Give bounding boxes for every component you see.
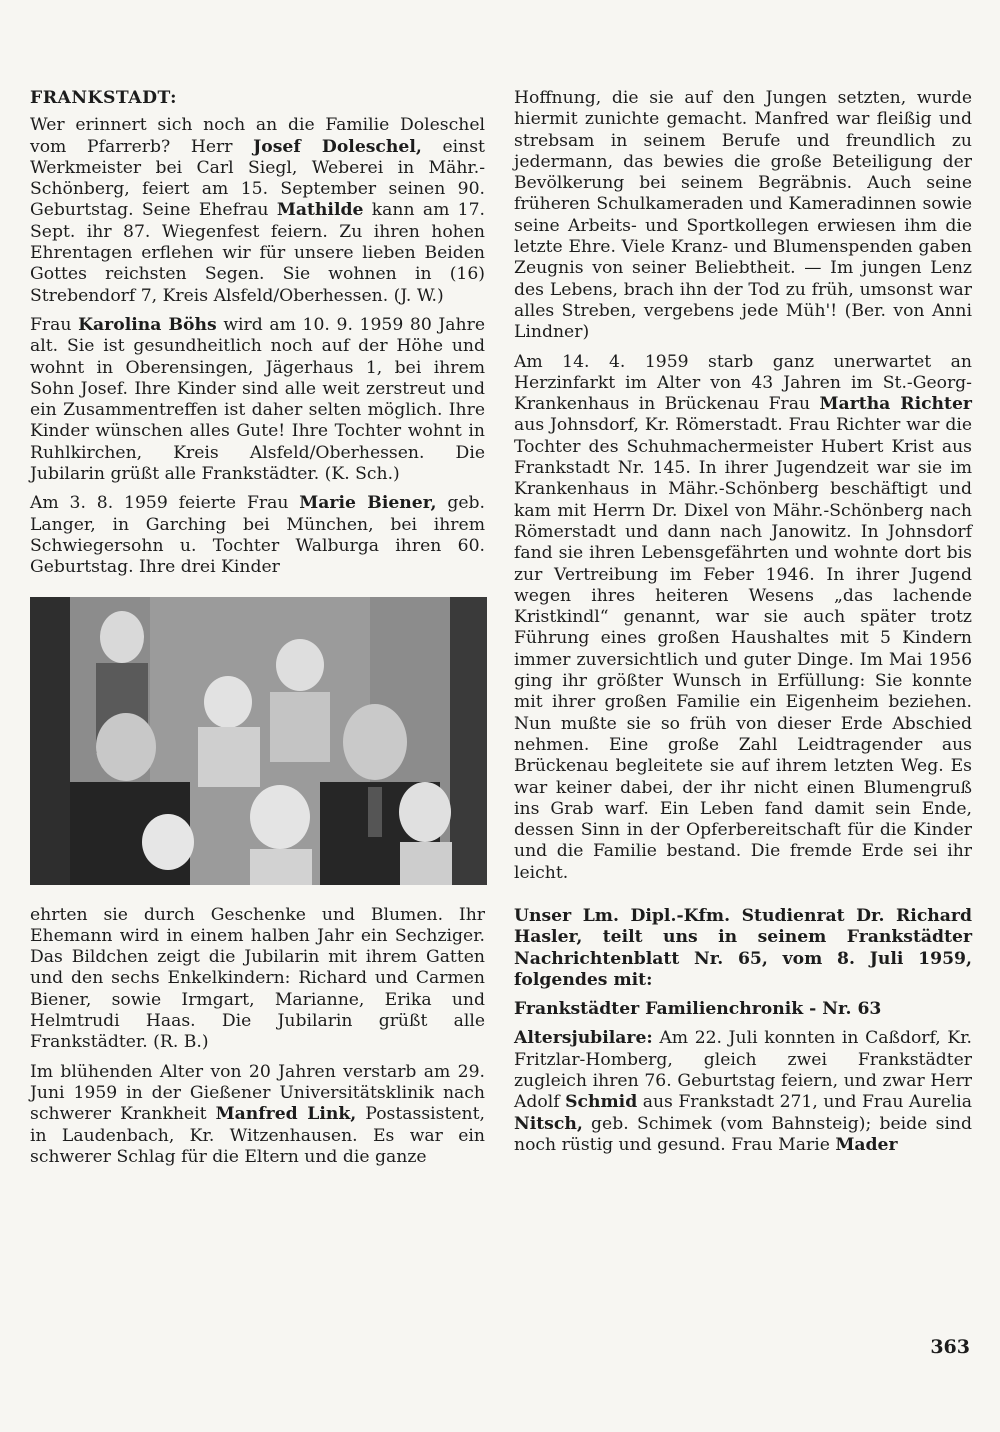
- section-heading: FRANKSTADT:: [30, 88, 177, 108]
- name-manfred-link: Manfred Link,: [215, 1104, 357, 1125]
- name-karolina-boehs: Karolina Böhs: [78, 314, 217, 335]
- text: Wer erinnert sich noch an die Familie Doleschel vom Pfarrerb? Herr: [30, 115, 485, 157]
- name-josef-doleschel: Josef Doleschel,: [253, 136, 422, 157]
- left-column: [30, 88, 485, 1176]
- article-altersjubilare: [514, 1028, 972, 1156]
- text: Am 14. 4. 1959 starb ganz unerwartet an Herzinfarkt im Alter von 43 Jahren im St.-Georg-Krankenhaus in Brückenau Frau: [514, 351, 972, 415]
- article-link: [30, 1062, 485, 1168]
- family-photo: [30, 597, 487, 885]
- article-richter: [514, 352, 972, 884]
- article-doleschel: [30, 115, 485, 307]
- chronicle-title: Frankstädter Familienchronik - Nr. 63: [514, 999, 882, 1020]
- article-biener-continued: ehrten sie durch Geschenke und Blumen. Ihr Ehemann wird in einem halben Jahr ein Sechziger. Das Bildchen zeigt die Jubilarin mit ihrem Gatten und den sechs Enkelkindern: Richard und Carmen Biener, sowie Irmgart, Marianne, Erika und Helmtrudi Haas. Die Jubilarin grüßt alle Frankstädter. (R. B.): [30, 904, 485, 1053]
- text: aus Frankstadt 271, und Frau Aurelia: [637, 1092, 972, 1113]
- text: Am 22. Juli konnten in Caßdorf, Kr. Fritzlar-Homberg, gleich zwei Frankstädter zugleich ihren 76. Geburtstag feiern, und zwar Herr Adolf: [514, 1028, 972, 1113]
- text: Am 3. 8. 1959 feierte Frau: [30, 493, 300, 514]
- article-link-continued: Hoffnung, die sie auf den Jungen setzten, wurde hiermit zunichte gemacht. Manfred war fleißig und strebsam in seinem Berufe und freundlich zu jedermann, das bewies die große Beteiligung der Bevölkerung bei seinem Begräbnis. Auch seine früheren Schulkameraden und Kameradinnen sowie seine Arbeits- und Sportkollegen erwiesen ihm die letzte Ehre. Viele Kranz- und Blumenspenden gaben Zeugnis von seiner Beliebtheit. — Im jungen Lenz des Lebens, brach ihn der Tod zu früh, umsonst war alles Streben, vergebens jede Müh'! (Ber. von Anni Lindner): [514, 88, 972, 343]
- name-mader: Mader: [835, 1134, 898, 1155]
- label-altersjubilare: Altersjubilare:: [514, 1028, 653, 1049]
- page-number: 363: [930, 1336, 970, 1358]
- text: wird am 10. 9. 1959 80 Jahre alt. Sie ist gesundheitlich noch auf der Höhe und wohnt in Oberensingen, Jägerhaus 1, bei ihrem Sohn Josef. Ihre Kinder sind alle weit zerstreut und ein Zusammentreffen ist daher selten möglich. Ihre Kinder wünschen alles Gute! Ihre Tochter wohnt in Ruhlkirchen, Kreis Alsfeld/Oberhessen. Die Jubilarin grüßt alle Frankstädter. (K. Sch.): [30, 314, 486, 485]
- text: Postassistent, in Laudenbach, Kr. Witzenhausen. Es war ein schwerer Schlag für die Eltern und die ganze: [30, 1104, 485, 1167]
- name-nitsch: Nitsch,: [514, 1113, 583, 1134]
- hasler-notice: Unser Lm. Dipl.-Kfm. Studienrat Dr. Richard Hasler, teilt uns in seinem Frankstädter Nachrichtenblatt Nr. 65, vom 8. Juli 1959, folgendes mit:: [514, 905, 972, 990]
- name-marie-biener: Marie Biener,: [299, 493, 437, 514]
- family-photo-drawing: [30, 597, 487, 885]
- text: aus Johnsdorf, Kr. Römerstadt. Frau Richter war die Tochter des Schuhmachermeister Hubert Krist aus Frankstadt Nr. 145. In ihrer Jugendzeit war sie im Krankenhaus in Mähr.-Schönberg beschäftigt und kam mit Herrn Dr. Dixel von Mähr.-Schönberg nach Römerstadt und dann nach Janowitz. In Johnsdorf fand sie ihren Lebensgefährten und wohnte dort bis zur Vertreibung im Feber 1946. In ihrer Jugend wegen ihres heiteren Wesens „das lachende Kristkindl“ genannt, war sie auch später trotz Führung eines großen Haushaltes mit 5 Kindern immer zuversichtlich und guter Dinge. Im Mai 1956 ging ihr größter Wunsch in Erfüllung: Sie konnte mit ihrer großen Familie ein Eigenheim beziehen. Nun mußte sie so früh von dieser Erde Abschied nehmen. Eine große Zahl Leidtragender aus Brückenau begleitete sie auf ihrem letzten Weg. Es war keiner dabei, der ihr nicht einen Blumengruß ins Grab warf. Ein Leben fand damit sein Ende, dessen Sinn in der Opferbereitschaft für die Kinder und die Familie bestand. Die fremde Erde sei ihr leicht.: [514, 415, 972, 883]
- text: Im blühenden Alter von 20 Jahren verstarb am 29. Juni 1959 in der Gießener Universitätsklinik nach schwerer Krankheit: [30, 1061, 485, 1125]
- name-martha-richter: Martha Richter: [819, 394, 972, 415]
- text: geb. Schimek (vom Bahnsteig); beide sind noch rüstig und gesund. Frau Marie: [514, 1113, 972, 1155]
- text: geb. Langer, in Garching bei München, bei ihrem Schwiegersohn u. Tochter Walburga ihren 60. Geburtstag. Ihre drei Kinder: [30, 493, 485, 578]
- right-column: [514, 88, 972, 1164]
- name-mathilde: Mathilde: [276, 200, 364, 221]
- text: einst Werkmeister bei Carl Siegl, Weberei in Mähr.-Schönberg, feiert am 15. September seinen 90. Geburtstag. Seine Ehefrau: [30, 136, 485, 221]
- article-biener: [30, 493, 485, 578]
- name-schmid: Schmid: [565, 1092, 638, 1113]
- article-boehs: [30, 315, 485, 485]
- text: kann am 17. Sept. ihr 87. Wiegenfest feiern. Zu ihren hohen Ehrentagen erflehen wir für unsere lieben Beiden Gottes reichsten Segen. Sie wohnen in (16) Strebendorf 7, Kreis Alsfeld/Oberhessen. (J. W.): [30, 200, 485, 306]
- text: Frau: [30, 314, 79, 335]
